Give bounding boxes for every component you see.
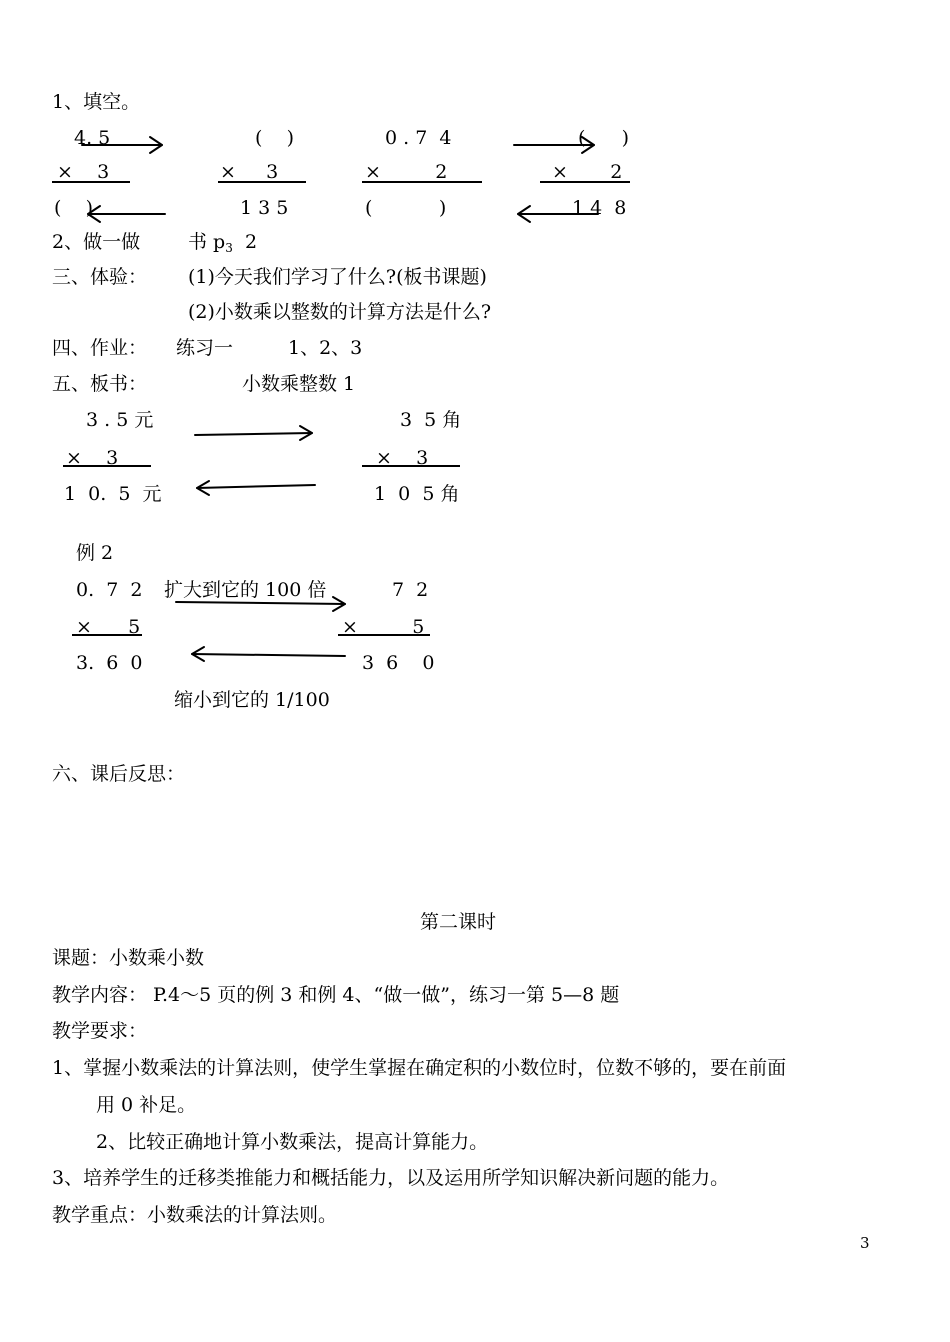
board-right-multiplier: × 3 [376, 447, 429, 469]
problem2-top: ( ) [255, 127, 294, 149]
book-reference-page: 3 [225, 241, 233, 255]
problem4-result: 1 4 8 [572, 197, 627, 219]
arrow-right-icon [82, 137, 162, 153]
board-label: 五、板书： [52, 373, 148, 395]
example2-left-multiplier: × 5 [76, 616, 141, 638]
board-left-result: 1 0. 5 元 [64, 483, 162, 505]
lesson2-requirement-1: 1、掌握小数乘法的计算法则，使学生掌握在确定积的小数位时，位数不够的，要在前面 [52, 1057, 787, 1079]
problem3-result: ( ) [365, 197, 447, 219]
experience-label: 三、体验： [52, 266, 148, 288]
homework-items: 1、2、3 [288, 337, 363, 359]
lesson2-title: 第二课时 [420, 911, 497, 933]
arrow-right-icon [514, 137, 594, 153]
arrow-right-icon [195, 426, 312, 440]
lesson2-requirements-label: 教学要求： [52, 1020, 148, 1042]
homework-exercise: 练习一 [176, 337, 234, 359]
homework-label: 四、作业： [52, 337, 148, 359]
example2-right-result: 3 6 0 [362, 652, 435, 674]
lesson2-requirement-1-cont: 用 0 补足。 [96, 1094, 197, 1116]
lesson2-topic: 课题：小数乘小数 [52, 947, 205, 969]
reflection-label: 六、课后反思： [52, 763, 186, 785]
page-number: 3 [860, 1234, 870, 1252]
experience-question-1: (1)今天我们学习了什么?(板书课题) [188, 266, 487, 288]
arrow-left-icon [88, 206, 165, 222]
board-right-top: 3 5 角 [400, 409, 462, 431]
problem4-top: ( ) [578, 127, 630, 149]
example2-label: 例 2 [76, 542, 114, 564]
experience-question-2: (2)小数乘以整数的计算方法是什么? [188, 301, 492, 323]
arrow-left-icon [197, 481, 315, 495]
example2-shrink-note: 缩小到它的 1/100 [174, 689, 330, 711]
example2-left-top: 0. 7 2 [76, 579, 143, 601]
problem3-multiplier: × 2 [365, 161, 448, 183]
do-it-label: 2、做一做 [52, 231, 141, 253]
problem3-top: 0 . 7 4 [385, 127, 452, 149]
problem1-result: ( ) [54, 197, 93, 219]
problem1-top: 4. 5 [74, 127, 111, 149]
section-heading-fill-blank: 1、填空。 [52, 91, 141, 113]
board-right-result: 1 0 5 角 [374, 483, 460, 505]
example2-right-top: 7 2 [392, 579, 429, 601]
problem4-multiplier: × 2 [552, 161, 623, 183]
arrow-left-icon [518, 206, 598, 222]
lesson2-requirement-2: 2、比较正确地计算小数乘法，提高计算能力。 [96, 1131, 489, 1153]
lesson2-focus: 教学重点：小数乘法的计算法则。 [52, 1204, 338, 1226]
example2-left-result: 3. 6 0 [76, 652, 143, 674]
problem2-result: 1 3 5 [240, 197, 289, 219]
board-title: 小数乘整数 1 [242, 373, 356, 395]
arrow-left-icon [192, 647, 345, 661]
problem1-multiplier: × 3 [57, 161, 110, 183]
book-reference-number: 2 [244, 231, 258, 253]
example2-right-multiplier: × 5 [342, 616, 425, 638]
board-left-multiplier: × 3 [66, 447, 119, 469]
book-reference-text: 书 p [188, 231, 226, 253]
lesson2-requirement-3: 3、培养学生的迁移类推能力和概括能力，以及运用所学知识解决新问题的能力。 [52, 1167, 730, 1189]
example2-enlarge-note: 扩大到它的 100 倍 [164, 579, 327, 601]
board-left-top: 3 . 5 元 [86, 409, 154, 431]
arrow-right-icon [176, 597, 345, 611]
lesson2-content: 教学内容： P.4～5 页的例 3 和例 4、“做一做”，练习一第 5—8 题 [52, 984, 620, 1006]
problem2-multiplier: × 3 [220, 161, 279, 183]
